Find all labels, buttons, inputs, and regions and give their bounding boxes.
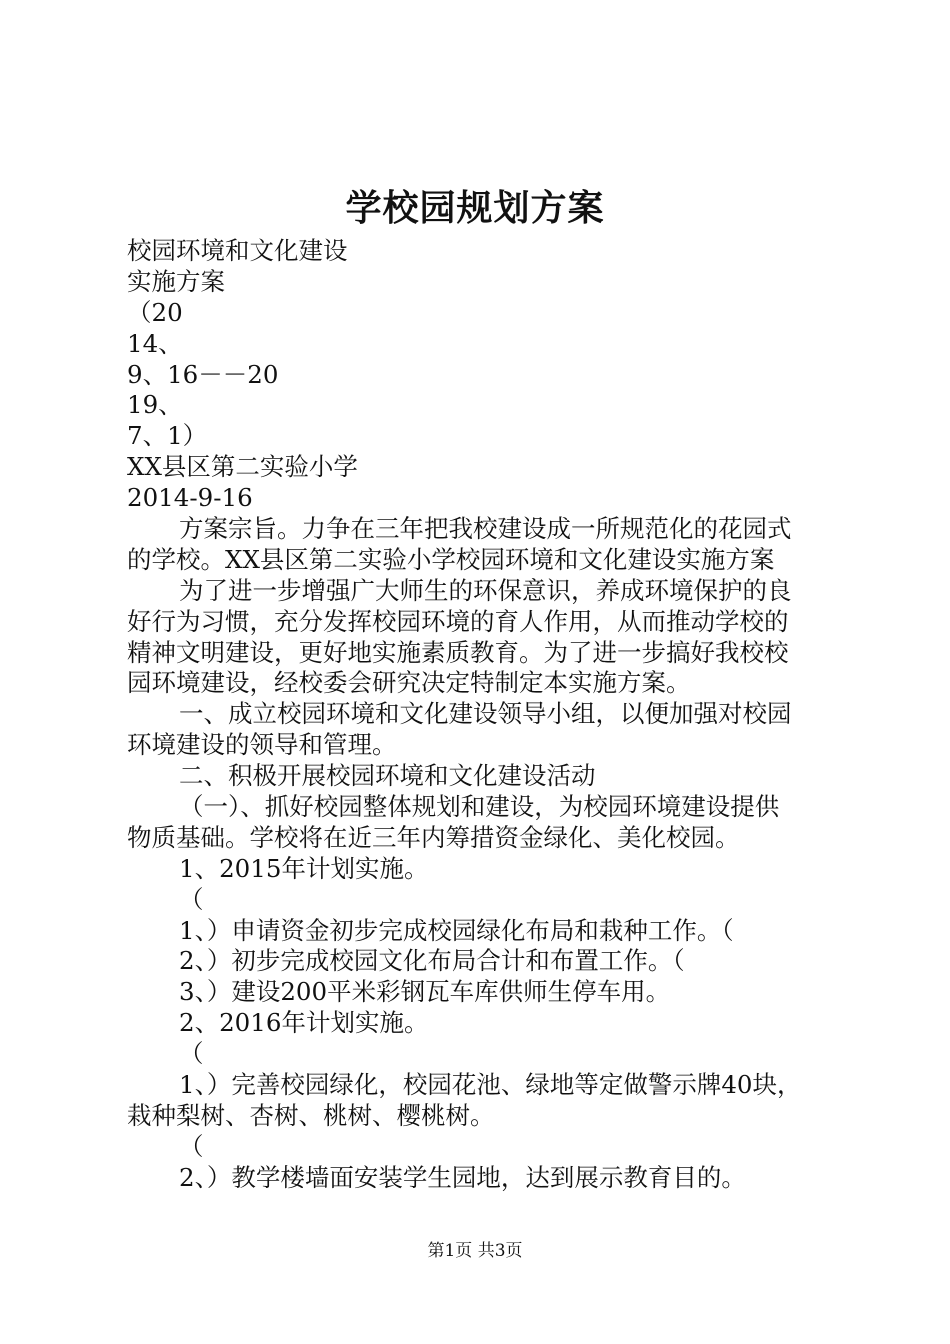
body-line: 校园环境和文化建设 xyxy=(127,236,348,265)
body-line: 19、 xyxy=(127,390,183,420)
document-title: 学校园规划方案 xyxy=(345,187,605,229)
paragraph-line: 1、）完善校园绿化，校园花池、绿地等定做警示牌40块， xyxy=(179,1070,802,1100)
paragraph-line: 园环境建设，经校委会研究决定特制定本实施方案。 xyxy=(127,668,691,698)
page-number: 第1页 共3页 xyxy=(427,1241,523,1261)
paragraph-line: （ xyxy=(179,1131,204,1161)
paragraph-line: 2、）初步完成校园文化布局合计和布置工作。（ xyxy=(179,946,685,976)
body-line: 9、16－－20 xyxy=(127,359,279,389)
paragraph-line: 1、）申请资金初步完成校园绿化布局和栽种工作。（ xyxy=(179,915,734,945)
body-line: XX县区第二实验小学 xyxy=(127,452,358,482)
body-line: （20 xyxy=(127,297,183,327)
paragraph-line: （一）、抓好校园整体规划和建设，为校园环境建设提供 xyxy=(179,792,780,822)
paragraph-line: 方案宗旨。力争在三年把我校建设成一所规范化的花园式 xyxy=(179,514,792,543)
paragraph-line: 二、积极开展校园环境和文化建设活动 xyxy=(179,761,596,791)
paragraph-line: 物质基础。学校将在近三年内筹措资金绿化、美化校园。 xyxy=(127,822,740,852)
paragraph-line: 1、2015年计划实施。 xyxy=(179,853,429,883)
paragraph-line: （ xyxy=(179,1039,204,1069)
paragraph-line: 的学校。XX县区第二实验小学校园环境和文化建设实施方案 xyxy=(127,544,775,574)
body-line: 实施方案 xyxy=(127,266,225,296)
paragraph-line: 栽种梨树、杏树、桃树、樱桃树。 xyxy=(127,1100,495,1130)
paragraph-line: （ xyxy=(179,884,204,914)
body-line: 14、 xyxy=(127,328,183,358)
body-line: 7、1） xyxy=(127,421,208,451)
paragraph-line: 环境建设的领导和管理。 xyxy=(127,730,397,760)
paragraph-line: 2、2016年计划实施。 xyxy=(179,1008,429,1038)
document-paragraphs xyxy=(127,514,839,1194)
paragraph-line: 一、成立校园环境和文化建设领导小组，以便加强对校园 xyxy=(179,699,792,729)
paragraph-line: 好行为习惯，充分发挥校园环境的育人作用，从而推动学校的 xyxy=(127,606,789,636)
document-body xyxy=(127,236,839,514)
paragraph-line: 3、）建设200平米彩钢瓦车库供师生停车用。 xyxy=(179,977,671,1007)
paragraph-line: 为了进一步增强广大师生的环保意识，养成环境保护的良 xyxy=(179,575,792,605)
body-line: 2014-9-16 xyxy=(127,483,253,513)
paragraph-line: 2、）教学楼墙面安装学生园地，达到展示教育目的。 xyxy=(179,1162,746,1192)
paragraph-line: 精神文明建设，更好地实施素质教育。为了进一步搞好我校校 xyxy=(127,637,789,667)
